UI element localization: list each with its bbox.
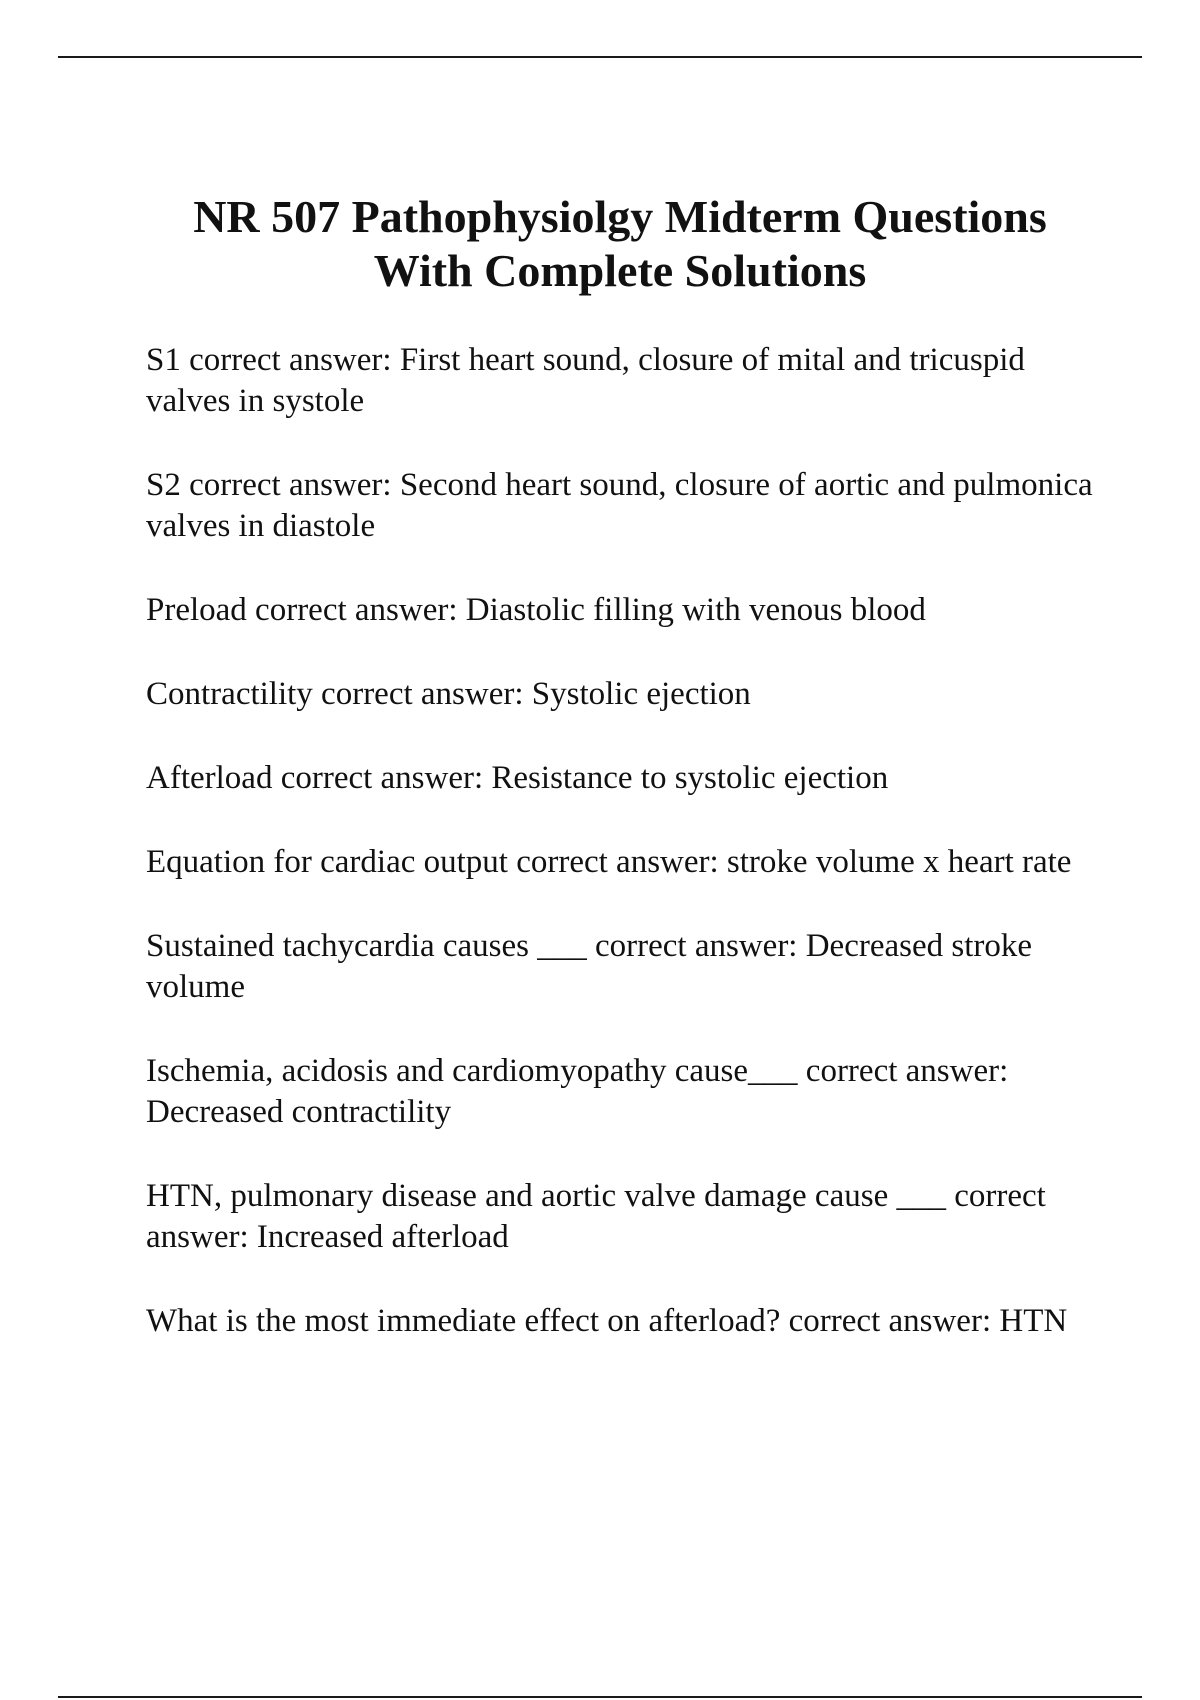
qa-item-contractility: Contractility correct answer: Systolic ejection [146,676,751,712]
document-title [60,190,1180,298]
qa-item-preload: Preload correct answer: Diastolic filling with venous blood [146,592,926,628]
qa-list [146,340,1106,1385]
qa-item-htn-causes: HTN, pulmonary disease and aortic valve damage cause ___ correct answer: Increased afterload [146,1178,1046,1255]
qa-item-s1: S1 correct answer: First heart sound, closure of mital and tricuspid valves in systole [146,342,1025,419]
qa-item-cardiac-output: Equation for cardiac output correct answer: stroke volume x heart rate [146,844,1072,880]
bottom-rule [58,1696,1142,1698]
qa-item-tachycardia: Sustained tachycardia causes ___ correct answer: Decreased stroke volume [146,928,1033,1005]
qa-item-s2: S2 correct answer: Second heart sound, closure of aortic and pulmonica valves in diastole [146,467,1093,544]
title-line-1: NR 507 Pathophysiolgy Midterm Questions [193,191,1047,242]
top-rule [58,56,1142,58]
qa-item-afterload-effect: What is the most immediate effect on afterload? correct answer: HTN [146,1303,1068,1339]
qa-item-afterload: Afterload correct answer: Resistance to systolic ejection [146,760,889,796]
title-line-2: With Complete Solutions [373,245,867,296]
qa-item-ischemia: Ischemia, acidosis and cardiomyopathy cause___ correct answer: Decreased contractility [146,1053,1009,1130]
